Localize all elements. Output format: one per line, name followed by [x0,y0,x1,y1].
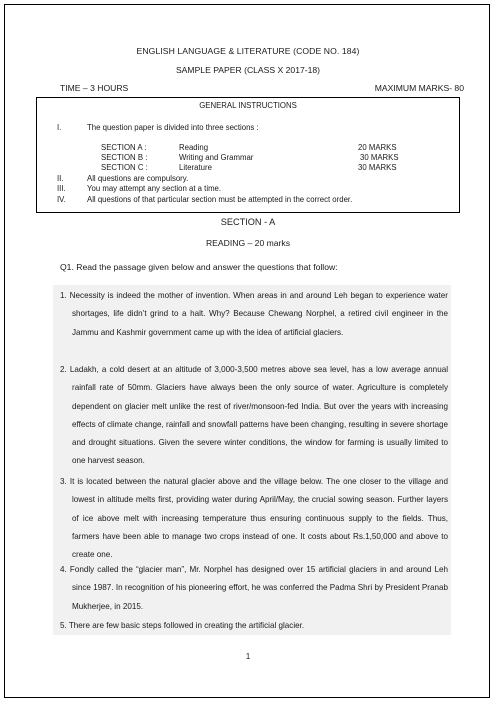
section-a-heading: SECTION - A [220,217,276,227]
instruction-item [37,184,459,194]
instruction-number: II. [57,174,64,183]
section-marks: 30 MARKS [360,153,399,162]
section-name: SECTION B : [101,153,148,162]
section-marks: 20 MARKS [358,143,397,152]
section-name: SECTION A : [101,143,147,152]
section-row [37,163,459,173]
general-instructions-box [36,97,460,213]
instruction-text: The question paper is divided into three sections : [87,123,259,132]
instruction-number: I. [57,123,62,132]
section-name: SECTION C : [101,163,148,172]
section-desc: Literature [179,163,212,172]
passage-paragraph-4: 4. Fondly called the “glacier man”, Mr. Norphel has designed over 15 artificial glaciers in and around Leh since 1987. In recognition of his pioneering effort, he was conferred the Padma Shri by President Pranab Mukherjee, in 2015. [60,565,448,611]
section-row [37,153,459,163]
instruction-number: III. [57,184,66,193]
instruction-item [37,174,459,184]
instruction-text: You may attempt any section at a time. [87,184,222,193]
section-desc: Writing and Grammar [179,153,254,162]
time-label: TIME – 3 HOURS [60,83,129,93]
passage-paragraph-1: 1. Necessity is indeed the mother of invention. When areas in and around Leh began to experience water shortages, life didn’t grind to a halt. Why? Because Chewang Norphel, a retired civil engineer in the Jammu and Kashmir government came up with the idea of artificial glaciers. [60,291,448,337]
section-desc: Reading [179,143,209,152]
instruction-item [37,195,459,205]
instruction-text: All questions of that particular section must be attempted in the correct order. [87,195,353,204]
section-marks: 30 MARKS [358,163,397,172]
instruction-item [37,123,459,133]
passage-paragraph-3: 3. It is located between the natural glacier above and the village below. The one closer to the village and lowest in altitude melts first, providing water during April/May, the crucial sowing season. Further layers of ice above melt with increasing temperature thus ensuring continuous supply to the fields. Thus, farmers have been able to manage two crops instead of one. It costs about Rs.1,50,000 and above to create one. [60,477,448,560]
reading-heading: READING – 20 marks [205,238,291,248]
instruction-text: All questions are compulsory. [87,174,189,183]
section-row [37,143,459,153]
passage-paragraph-2: 2. Ladakh, a cold desert at an altitude of 3,000-3,500 metres above sea level, has a low average annual rainfall rate of 50mm. Glaciers have always been the only source of water. Agriculture is completely dependent on glacier melt unlike the rest of river/monsoon-fed India. But over the years with increasing effects of climate change, rainfall and snowfall patterns have been changing, resulting in severe shortage and drought situations. Given the severe winter conditions, the window for farming is usually limited to one harvest season. [60,365,448,466]
instruction-number: IV. [57,195,66,204]
max-marks-label: MAXIMUM MARKS- 80 [374,83,464,93]
page-number: 1 [245,652,251,661]
passage-paragraph-5: 5. There are few basic steps followed in creating the artificial glacier. [60,621,305,630]
paper-title: ENGLISH LANGUAGE & LITERATURE (CODE NO. 184) [136,46,360,56]
paper-subtitle: SAMPLE PAPER (CLASS X 2017-18) [175,65,321,75]
question-1: Q1. Read the passage given below and answer the questions that follow: [60,262,338,272]
meta-row [60,83,464,93]
general-instructions-title: GENERAL INSTRUCTIONS [199,101,297,110]
